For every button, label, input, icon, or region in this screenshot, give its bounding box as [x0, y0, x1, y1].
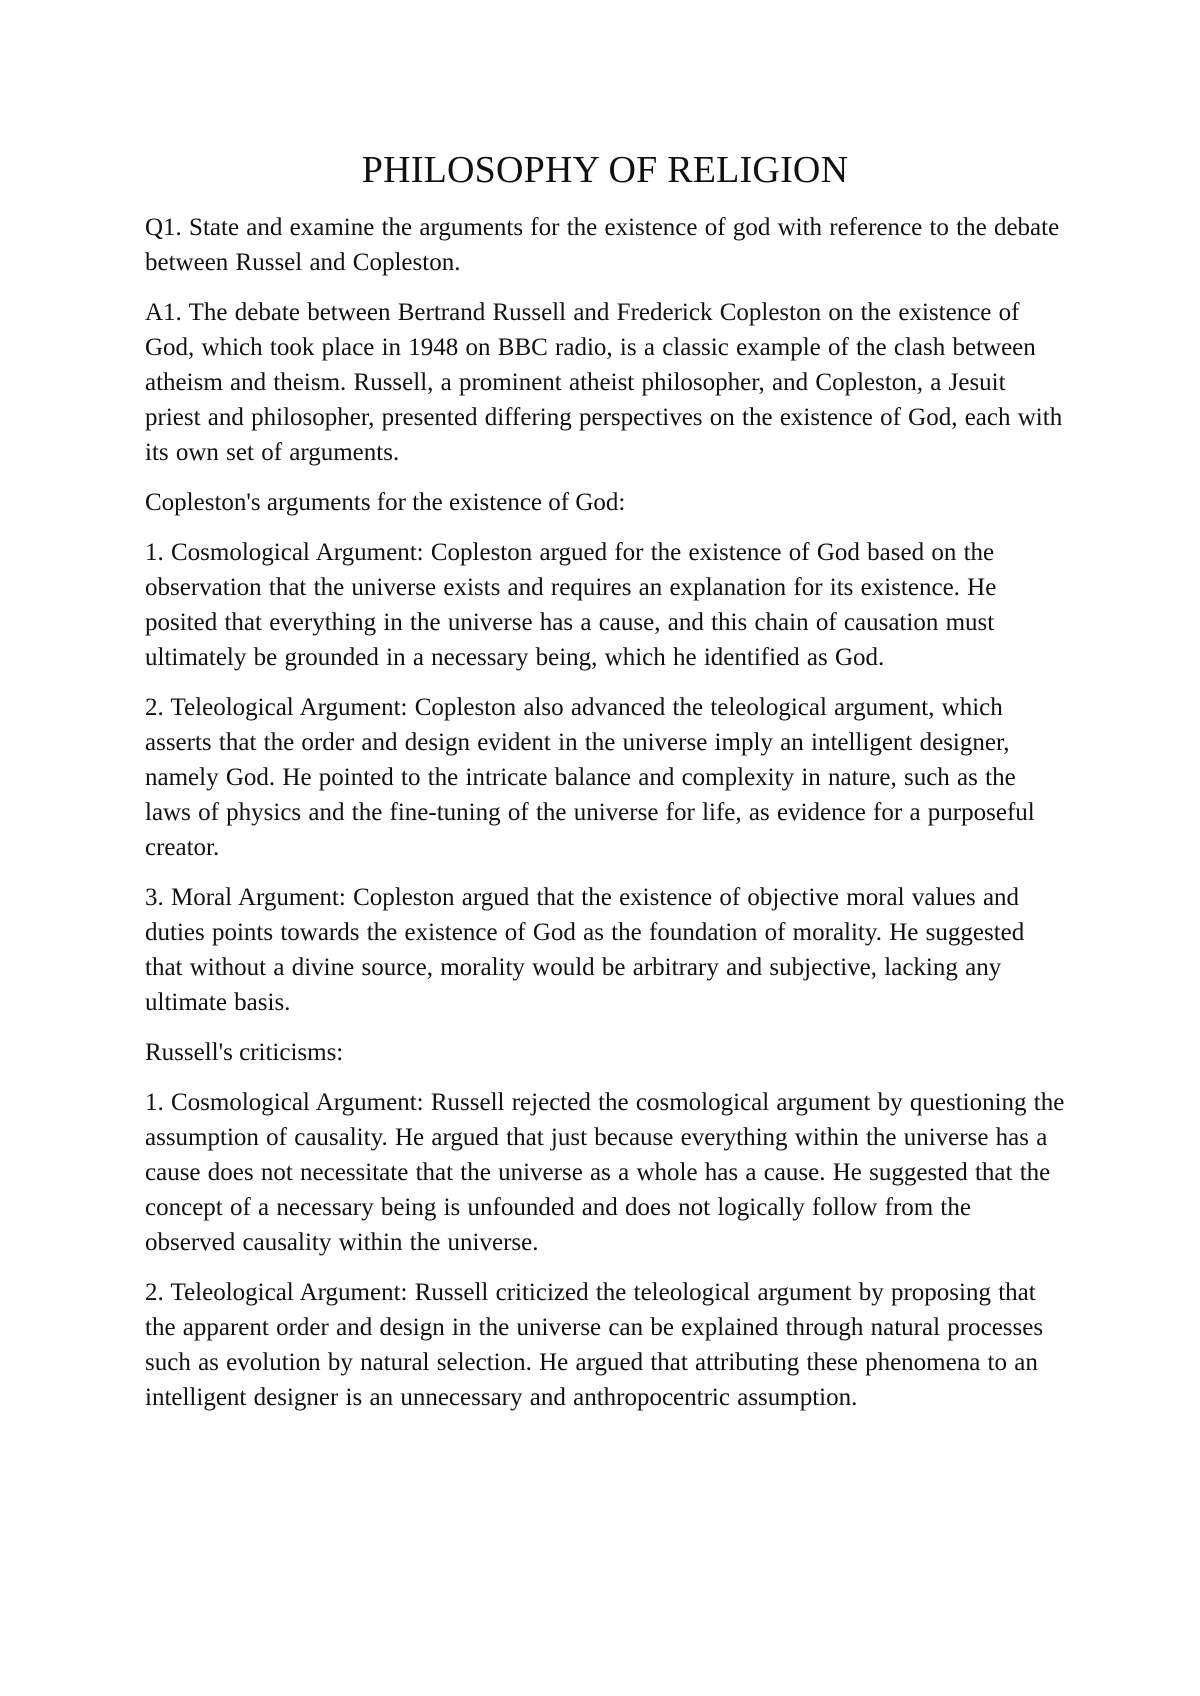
document-content [145, 146, 1065, 1430]
russell-point-teleological: 2. Teleological Argument: Russell criticized the teleological argument by proposing that the apparent order and design in the universe can be explained through natural processes such as evolution by natural selection. He argued that attributing these phenomena to an intelligent designer is an unnecessary and anthropocentric assumption. [145, 1279, 1044, 1411]
copleston-point-cosmological: 1. Cosmological Argument: Copleston argued for the existence of God based on the observation that the universe exists and requires an explanation for its existence. He posited that everything in the universe has a cause, and this chain of causation must ultimately be grounded in a necessary being, which he identified as God. [145, 539, 997, 671]
document-title: PHILOSOPHY OF RELIGION [361, 149, 849, 191]
copleston-point-teleological: 2. Teleological Argument: Copleston also advanced the teleological argument, which asserts that the order and design evident in the universe imply an intelligent designer, namely God. He pointed to the intricate balance and complexity in nature, such as the laws of physics and the fine-tuning of the universe for life, as evidence for a purposeful creator. [145, 694, 1035, 861]
copleston-heading: Copleston's arguments for the existence of God: [145, 489, 626, 516]
question-paragraph: Q1. State and examine the arguments for the existence of god with reference to the debate between Russel and Copleston. [145, 214, 1060, 276]
answer-intro-paragraph: A1. The debate between Bertrand Russell and Frederick Copleston on the existence of God, which took place in 1948 on BBC radio, is a classic example of the clash between atheism and theism. Russell, a prominent atheist philosopher, and Copleston, a Jesuit priest and philosopher, presented differing perspectives on the existence of God, each with its own set of arguments. [145, 299, 1063, 466]
copleston-point-moral: 3. Moral Argument: Copleston argued that the existence of objective moral values and duties points towards the existence of God as the foundation of morality. He suggested that without a divine source, morality would be arbitrary and subjective, lacking any ultimate basis. [145, 884, 1025, 1016]
russell-point-cosmological: 1. Cosmological Argument: Russell rejected the cosmological argument by questioning the assumption of causality. He argued that just because everything within the universe has a cause does not necessitate that the universe as a whole has a cause. He suggested that the concept of a necessary being is unfounded and does not logically follow from the observed causality within the universe. [145, 1089, 1065, 1256]
russell-heading: Russell's criticisms: [145, 1039, 344, 1066]
